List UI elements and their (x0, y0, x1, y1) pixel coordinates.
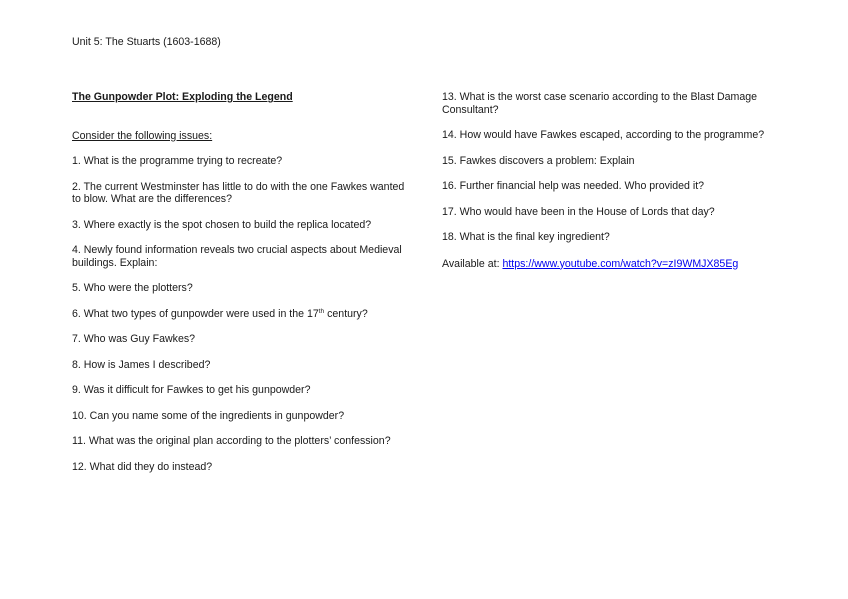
question-1: 1. What is the programme trying to recreate? (72, 155, 283, 167)
question-7: 7. Who was Guy Fawkes? (72, 333, 196, 345)
question-15: 15. Fawkes discovers a problem: Explain (442, 154, 635, 167)
question-12: 12. What did they do instead? (72, 460, 213, 473)
question-16: 16. Further financial help was needed. Who provided it? (442, 180, 705, 192)
question-11: 11. What was the original plan according to the plotters’ confession? (72, 435, 391, 447)
worksheet-title: The Gunpowder Plot: Exploding the Legend (72, 91, 293, 103)
consider-subheading: Consider the following issues: (72, 129, 213, 142)
worksheet-left-column (72, 91, 407, 486)
question-9: 9. Was it difficult for Fawkes to get his gunpowder? (72, 384, 311, 396)
available-at-line (442, 258, 782, 271)
question-14: 14. How would have Fawkes escaped, according to the programme? (442, 129, 765, 141)
question-8: 8. How is James I described? (72, 358, 211, 371)
question-6-superscript: th (318, 307, 325, 315)
question-5: 5. Who were the plotters? (72, 282, 193, 294)
question-6 (72, 308, 407, 321)
question-17: 17. Who would have been in the House of Lords that day? (442, 205, 715, 218)
youtube-link[interactable]: https://www.youtube.com/watch?v=zI9WMJX85Eg (502, 257, 739, 270)
question-13: 13. What is the worst case scenario according to the Blast Damage Consultant? (442, 91, 758, 116)
question-4: 4. Newly found information reveals two crucial aspects about Medieval buildings. Explain: (72, 244, 402, 269)
question-2: 2. The current Westminster has little to do with the one Fawkes wanted to blow. What are the differences? (72, 180, 405, 205)
question-3: 3. Where exactly is the spot chosen to build the replica located? (72, 218, 372, 231)
unit-header: Unit 5: The Stuarts (1603-1688) (72, 36, 221, 48)
worksheet-right-column (442, 91, 782, 270)
question-6-text: 6. What two types of gunpowder were used in the 17 (72, 307, 319, 320)
question-6-text-end: century? (324, 307, 368, 320)
question-18: 18. What is the final key ingredient? (442, 231, 610, 243)
available-label: Available at: (442, 257, 503, 270)
question-10: 10. Can you name some of the ingredients in gunpowder? (72, 409, 345, 422)
